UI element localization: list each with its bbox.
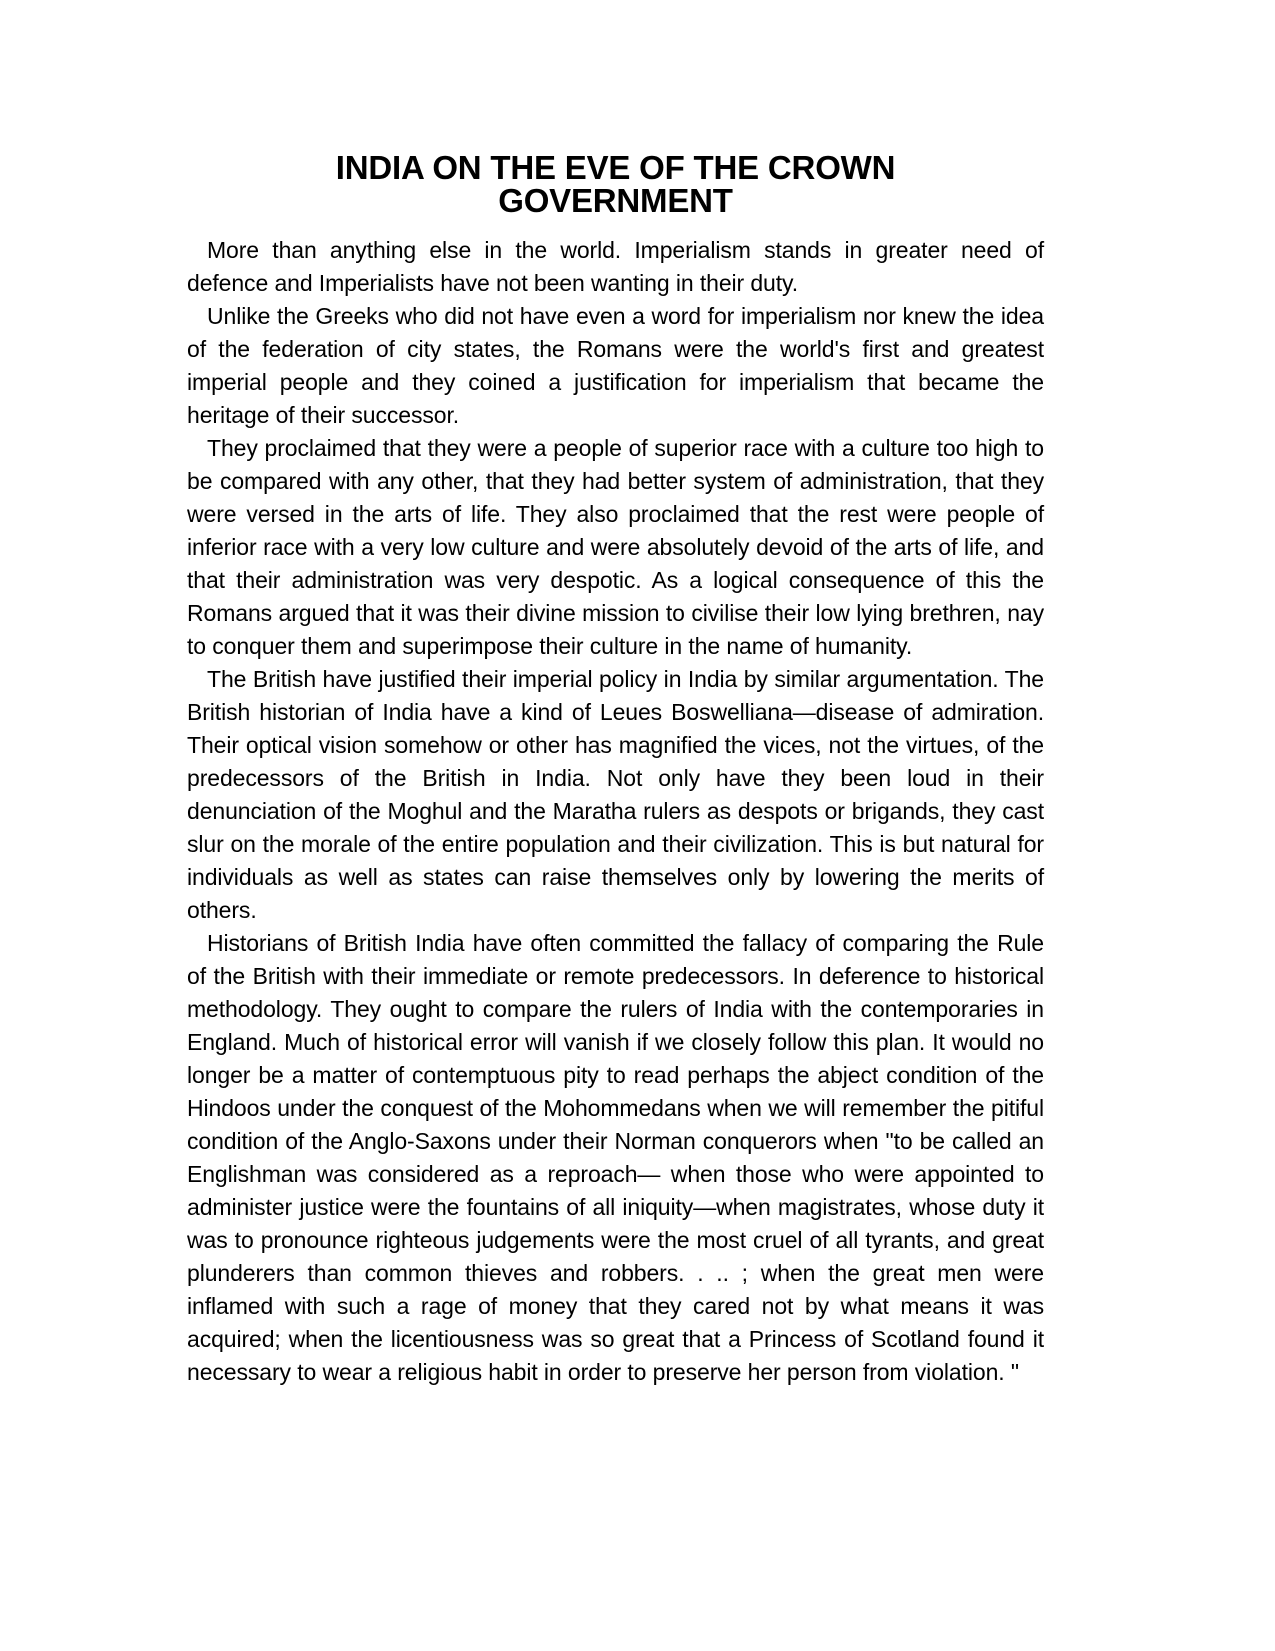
page-title-line-1: INDIA ON THE EVE OF THE CROWN bbox=[335, 149, 896, 186]
page-title-line-2: GOVERNMENT bbox=[498, 182, 733, 219]
paragraph-1: More than anything else in the world. Imperialism stands in greater need of defence and Imperialists have not been wanting in their duty. bbox=[187, 237, 1044, 296]
paragraph-4: The British have justified their imperial policy in India by similar argumentation. The British historian of India have a kind of Leues Boswelliana—disease of admiration. Their optical vision somehow or other has magnified the vices, not the virtues, of the predecessors of the British in India. Not only have they been loud in their denunciation of the Moghul and the Maratha rulers as despots or brigands, they cast slur on the morale of the entire population and their civilization. This is but natural for individuals as well as states can raise themselves only by lowering the merits of others. bbox=[187, 666, 1044, 923]
paragraph-5: Historians of British India have often committed the fallacy of comparing the Rule of the British with their immediate or remote predecessors. In deference to historical methodology. They ought to compare the rulers of India with the contemporaries in England. Much of historical error will vanish if we closely follow this plan. It would no longer be a matter of contemptuous pity to read perhaps the abject condition of the Hindoos under the conquest of the Mohommedans when we will remember the pitiful condition of the Anglo-Saxons under their Norman conquerors when "to be called an Englishman was considered as a reproach— when those who were appointed to administer justice were the fountains of all iniquity—when magistrates, whose duty it was to pronounce righteous judgements were the most cruel of all tyrants, and great plunderers than common thieves and robbers. . .. ; when the great men were inflamed with such a rage of money that they cared not by what means it was acquired; when the licentiousness was so great that a Princess of Scotland found it necessary to wear a religious habit in order to preserve her person from violation. " bbox=[187, 930, 1044, 1385]
page-title bbox=[187, 151, 1044, 217]
body-text bbox=[187, 234, 1044, 1389]
paragraph-2: Unlike the Greeks who did not have even a word for imperialism nor knew the idea of the federation of city states, the Romans were the world's first and greatest imperial people and they coined a justification for imperialism that became the heritage of their successor. bbox=[187, 303, 1044, 428]
paragraph-3: They proclaimed that they were a people of superior race with a culture too high to be compared with any other, that they had better system of administration, that they were versed in the arts of life. They also proclaimed that the rest were people of inferior race with a very low culture and were absolutely devoid of the arts of life, and that their administration was very despotic. As a logical consequence of this the Romans argued that it was their divine mission to civilise their low lying brethren, nay to conquer them and superimpose their culture in the name of humanity. bbox=[187, 435, 1044, 659]
